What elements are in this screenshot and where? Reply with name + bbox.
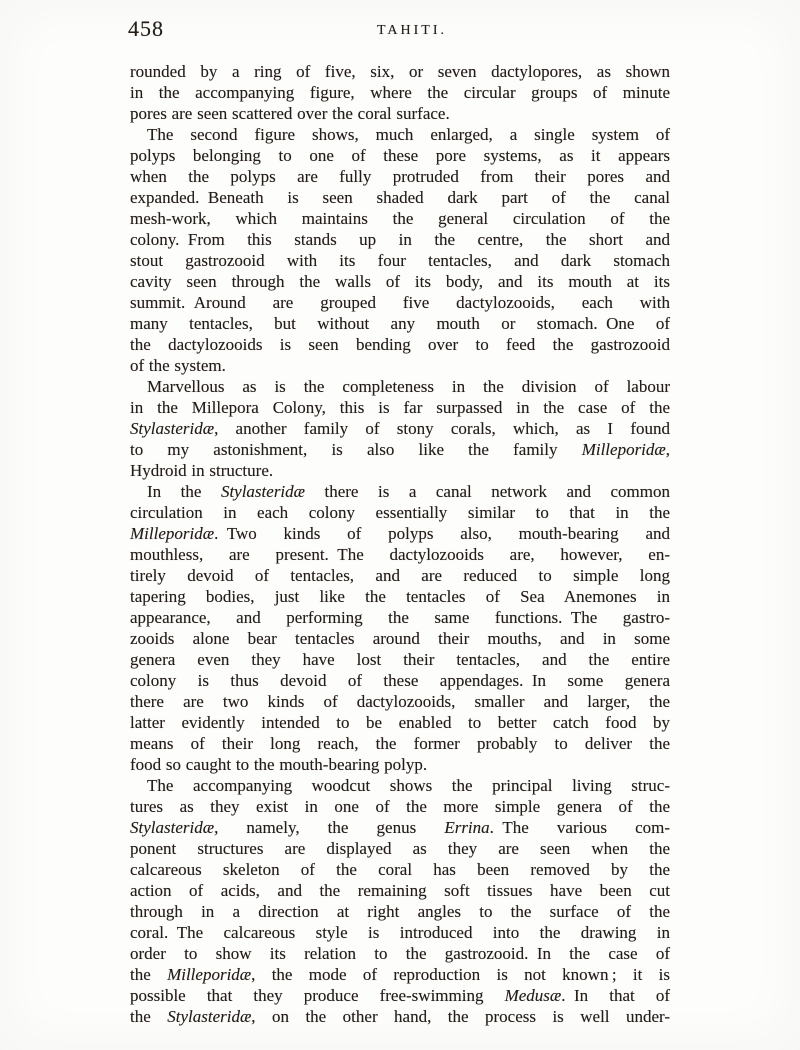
text-line: mesh-work, which maintains the general circulation of the — [130, 209, 670, 228]
text-line: the Milleporidæ, the mode of reproduction is not known ; it is — [130, 965, 670, 984]
text-line: Marvellous as is the completeness in the division of labour — [147, 377, 670, 396]
paragraph — [130, 481, 670, 775]
text-line: of the system. — [130, 356, 226, 375]
paragraph — [130, 61, 670, 124]
text-line: polyps belonging to one of these pore systems, as it appears — [130, 146, 670, 165]
text-line: The accompanying woodcut shows the principal living struc- — [147, 776, 670, 795]
text-line: Stylasteridæ, another family of stony corals, which, as I found — [130, 419, 670, 438]
text-line: when the polyps are fully protruded from their pores and — [130, 167, 670, 186]
text-line: tapering bodies, just like the tentacles of Sea Anemones in — [130, 587, 670, 606]
text-line: calcareous skeleton of the coral has been removed by the — [130, 860, 670, 879]
text-line: the Stylasteridæ, on the other hand, the process is well under- — [130, 1007, 670, 1026]
text-line: in the Millepora Colony, this is far surpassed in the case of the — [130, 398, 670, 417]
text-line: zooids alone bear tentacles around their mouths, and in some — [130, 629, 670, 648]
text-line: ponent structures are displayed as they are seen when the — [130, 839, 670, 858]
text-line: appearance, and performing the same functions. The gastro- — [130, 608, 670, 627]
text-line: circulation in each colony essentially similar to that in the — [130, 503, 670, 522]
text-block — [130, 61, 670, 1027]
text-line: The second figure shows, much enlarged, a single system of — [147, 125, 670, 144]
text-line: mouthless, are present. The dactylozooids are, however, en- — [130, 545, 670, 564]
text-line: latter evidently intended to be enabled to better catch food by — [130, 713, 670, 732]
text-line: the dactylozooids is seen bending over to feed the gastrozooid — [130, 335, 670, 354]
text-line: Hydroid in structure. — [130, 461, 274, 480]
text-line: order to show its relation to the gastrozooid. In the case of — [130, 944, 670, 963]
paragraph — [130, 376, 670, 481]
text-line: genera even they have lost their tentacles, and the entire — [130, 650, 670, 669]
text-line: there are two kinds of dactylozooids, smaller and larger, the — [130, 692, 670, 711]
text-line: through in a direction at right angles to the surface of the — [130, 902, 670, 921]
running-head: TAHITI. — [376, 23, 448, 38]
text-line: Milleporidæ. Two kinds of polyps also, mouth-bearing and — [130, 524, 670, 543]
text-line: cavity seen through the walls of its body, and its mouth at its — [130, 272, 670, 291]
text-line: in the accompanying figure, where the circular groups of minute — [130, 83, 670, 102]
text-line: In the Stylasteridæ there is a canal network and common — [147, 482, 670, 501]
text-line: stout gastrozooid with its four tentacles, and dark stomach — [130, 251, 670, 270]
text-line: summit. Around are grouped five dactylozooids, each with — [130, 293, 670, 312]
text-line: to my astonishment, is also like the family Milleporidæ, — [130, 440, 670, 459]
text-line: coral. The calcareous style is introduced into the drawing in — [130, 923, 670, 942]
text-line: means of their long reach, the former probably to deliver the — [130, 734, 670, 753]
text-line: colony. From this stands up in the centre, the short and — [130, 230, 670, 249]
paragraph — [130, 124, 670, 376]
page-number: 458 — [128, 16, 164, 41]
text-line: colony is thus devoid of these appendages. In some genera — [130, 671, 670, 690]
text-line: tures as they exist in one of the more simple genera of the — [130, 797, 670, 816]
text-line: Stylasteridæ, namely, the genus Errina. The various com- — [130, 818, 670, 837]
text-line: many tentacles, but without any mouth or stomach. One of — [130, 314, 670, 333]
text-line: rounded by a ring of five, six, or seven dactylopores, as shown — [130, 62, 670, 81]
text-line: possible that they produce free-swimming Medusæ. In that of — [130, 986, 670, 1005]
text-line: food so caught to the mouth-bearing polyp. — [130, 755, 428, 774]
paragraph — [130, 775, 670, 1027]
text-line: pores are seen scattered over the coral surface. — [130, 104, 450, 123]
text-line: tirely devoid of tentacles, and are reduced to simple long — [130, 566, 670, 585]
text-line: action of acids, and the remaining soft tissues have been cut — [130, 881, 670, 900]
text-line: expanded. Beneath is seen shaded dark part of the canal — [130, 188, 670, 207]
